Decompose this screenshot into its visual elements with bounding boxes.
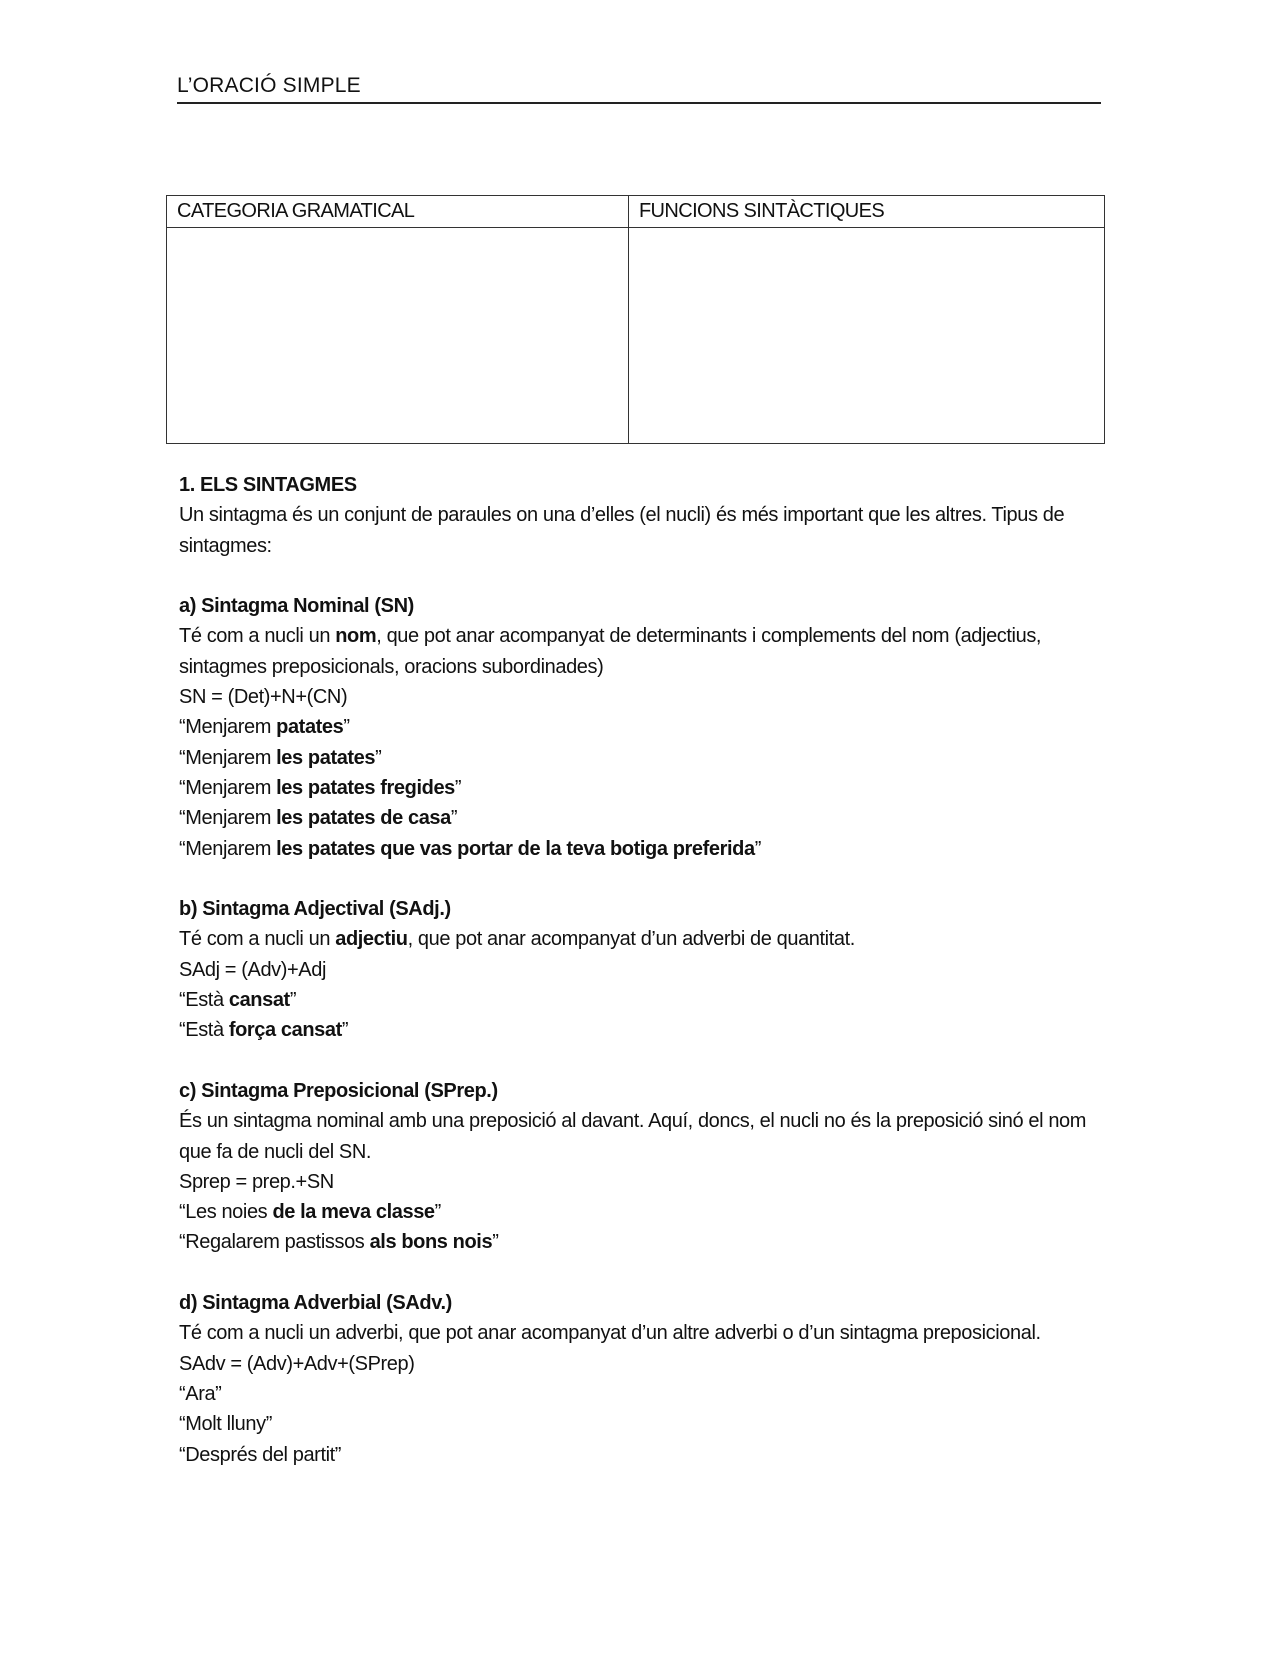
- sadj-heading: b) Sintagma Adjectival (SAdj.): [179, 898, 451, 921]
- example-line: “Està cansat”: [179, 989, 297, 1012]
- table-cell-functions: [628, 228, 1104, 444]
- example-line: “Molt lluny”: [179, 1413, 272, 1436]
- section-intro: Un sintagma és un conjunt de paraules on una d’elles (el nucli) és més important que les altres. Tipus de sintagmes:: [179, 504, 1065, 557]
- example-line: “Està força cansat”: [179, 1019, 349, 1042]
- example-line: “Després del partit”: [179, 1443, 342, 1466]
- sn-formula: SN = (Det)+N+(CN): [179, 686, 348, 709]
- sadv-description: Té com a nucli un adverbi, que pot anar acompanyat d’un altre adverbi o d’un sintagma preposicional.: [179, 1322, 1041, 1345]
- sprep-formula: Sprep = prep.+SN: [179, 1170, 334, 1193]
- example-line: “Les noies de la meva classe”: [179, 1201, 441, 1224]
- grammar-table: [166, 195, 1105, 444]
- example-line: “Ara”: [179, 1382, 222, 1405]
- column-header-functions: FUNCIONS SINTÀCTIQUES: [628, 196, 1104, 228]
- sadv-formula: SAdv = (Adv)+Adv+(SPrep): [179, 1352, 415, 1375]
- sprep-heading: c) Sintagma Preposicional (SPrep.): [179, 1079, 498, 1102]
- sadj-description: Té com a nucli un adjectiu, que pot anar acompanyat d’un adverbi de quantitat.: [179, 928, 855, 951]
- page-header-title: L’ORACIÓ SIMPLE: [177, 74, 1101, 104]
- sadv-heading: d) Sintagma Adverbial (SAdv.): [179, 1292, 452, 1315]
- sprep-description: És un sintagma nominal amb una preposició al davant. Aquí, doncs, el nucli no és la preposició sinó el nom que fa de nucli del SN.: [179, 1110, 1087, 1163]
- example-line: “Menjarem patates”: [179, 716, 350, 739]
- document-body: [179, 470, 1099, 1470]
- sn-description: Té com a nucli un nom, que pot anar acompanyat de determinants i complements del nom (adjectius, sintagmes preposicionals, oracions subordinades): [179, 625, 1042, 678]
- example-line: “Menjarem les patates fregides”: [179, 776, 462, 799]
- table-cell-category: [167, 228, 629, 444]
- example-line: “Regalarem pastissos als bons nois”: [179, 1231, 499, 1254]
- column-header-category: CATEGORIA GRAMATICAL: [167, 196, 629, 228]
- example-line: “Menjarem les patates de casa”: [179, 807, 458, 830]
- example-line: “Menjarem les patates”: [179, 746, 382, 769]
- example-line: “Menjarem les patates que vas portar de la teva botiga preferida”: [179, 837, 761, 860]
- section-heading: 1. ELS SINTAGMES: [179, 474, 357, 496]
- sn-heading: a) Sintagma Nominal (SN): [179, 595, 414, 618]
- sadj-formula: SAdj = (Adv)+Adj: [179, 958, 327, 981]
